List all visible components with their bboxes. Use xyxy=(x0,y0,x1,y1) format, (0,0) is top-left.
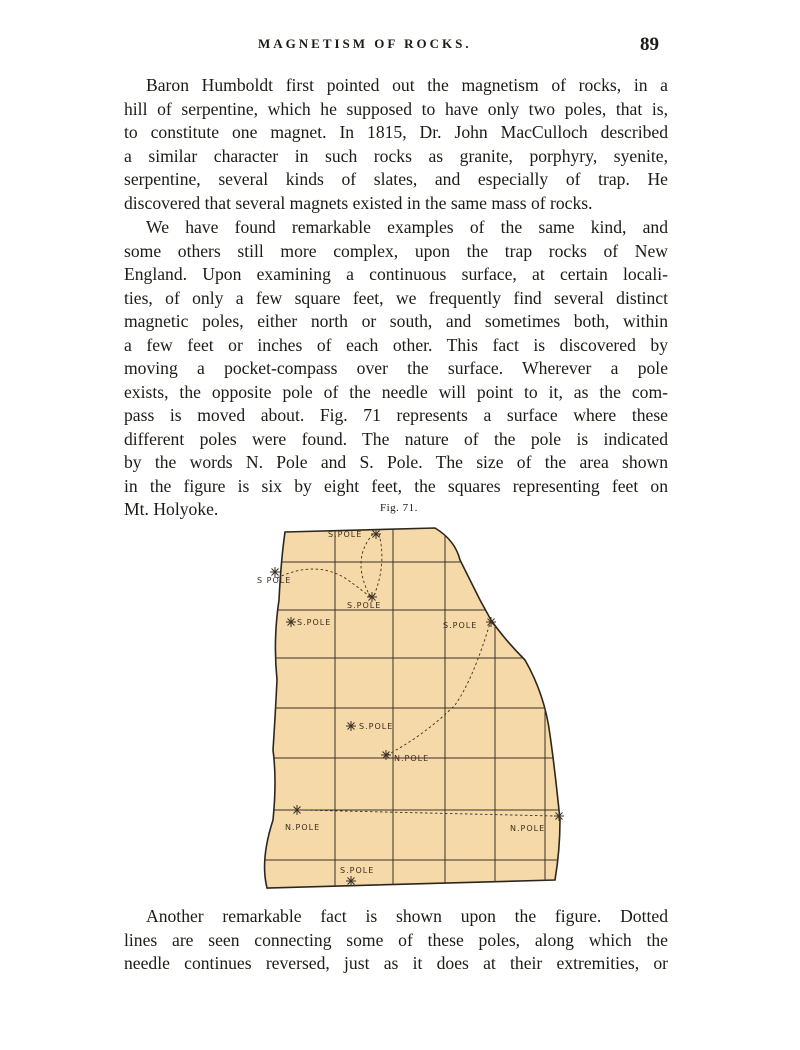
star-icon xyxy=(381,750,391,760)
pole-label-left-top: S POLE xyxy=(257,576,292,585)
running-head-title: MAGNETISM OF ROCKS. xyxy=(258,36,472,51)
star-icon xyxy=(292,805,302,815)
running-head xyxy=(0,34,800,58)
text-line: We have found remarkable examples of the same kind, and xyxy=(146,217,668,237)
pole-label-bottom: S.POLE xyxy=(340,866,375,875)
text-line: a similar character in such rocks as granite, porphyry, syenite, xyxy=(124,145,668,166)
pole-label-center-s: S.POLE xyxy=(359,722,394,731)
star-icon xyxy=(286,617,296,627)
figure-71-rock-surface-map xyxy=(255,520,575,910)
text-line: hill of serpentine, which he supposed to have only two poles, that is, xyxy=(124,98,668,119)
rock-surface-svg xyxy=(255,520,575,910)
star-icon xyxy=(371,529,381,539)
text-line: discovered that several magnets existed in the same mass of rocks. xyxy=(124,192,593,213)
text-line: exists, the opposite pole of the needle will point to it, as the com- xyxy=(124,381,668,402)
text-line: to constitute one magnet. In 1815, Dr. John MacCulloch described xyxy=(124,122,668,142)
star-icon xyxy=(346,876,356,886)
text-line: serpentine, several kinds of slates, and especially of trap. He xyxy=(124,169,668,189)
pole-label-top: S.POLE xyxy=(328,530,363,539)
text-line: in the figure is six by eight feet, the squares representing feet on xyxy=(124,475,668,496)
text-line: magnetic poles, either north or south, and sometimes both, within xyxy=(124,311,668,331)
page-number: 89 xyxy=(640,34,659,55)
pole-label-upper-left: S.POLE xyxy=(297,618,332,627)
star-icon xyxy=(554,811,564,821)
pole-label-lower-left: N.POLE xyxy=(285,823,321,832)
text-line: some others still more complex, upon the trap rocks of New xyxy=(124,240,668,261)
text-line: by the words N. Pole and S. Pole. The size of the area shown xyxy=(124,452,668,472)
pole-label-center-n: N.POLE xyxy=(394,754,430,763)
paragraph-humboldt xyxy=(124,74,668,215)
star-icon xyxy=(346,721,356,731)
star-icon xyxy=(486,617,496,627)
text-line: lines are seen connecting some of these poles, along which the xyxy=(124,929,668,950)
text-line: moving a pocket-compass over the surface. Wherever a pole xyxy=(124,358,668,378)
paragraph-new-england xyxy=(124,216,668,522)
text-line: ties, of only a few square feet, we frequently find several distinct xyxy=(124,287,668,308)
text-line: Mt. Holyoke. xyxy=(124,499,219,519)
text-line: England. Upon examining a continuous surface, at certain locali- xyxy=(124,264,668,284)
pole-label-mid-top: S.POLE xyxy=(347,601,382,610)
text-line: a few feet or inches of each other. This fact is discovered by xyxy=(124,334,668,355)
figure-caption: Fig. 71. xyxy=(380,502,418,514)
pole-label-lower-right: N.POLE xyxy=(510,824,546,833)
text-line: pass is moved about. Fig. 71 represents a surface where these xyxy=(124,405,668,425)
pole-label-upper-right: S.POLE xyxy=(443,621,478,630)
text-line: different poles were found. The nature of the pole is indicated xyxy=(124,428,668,449)
text-line: needle continues reversed, just as it does at their extremities, or xyxy=(124,953,668,973)
text-line: Another remarkable fact is shown upon the figure. Dotted xyxy=(146,906,668,926)
paragraph-dotted-lines xyxy=(124,905,668,976)
text-line: Baron Humboldt first pointed out the magnetism of rocks, in a xyxy=(146,75,668,95)
